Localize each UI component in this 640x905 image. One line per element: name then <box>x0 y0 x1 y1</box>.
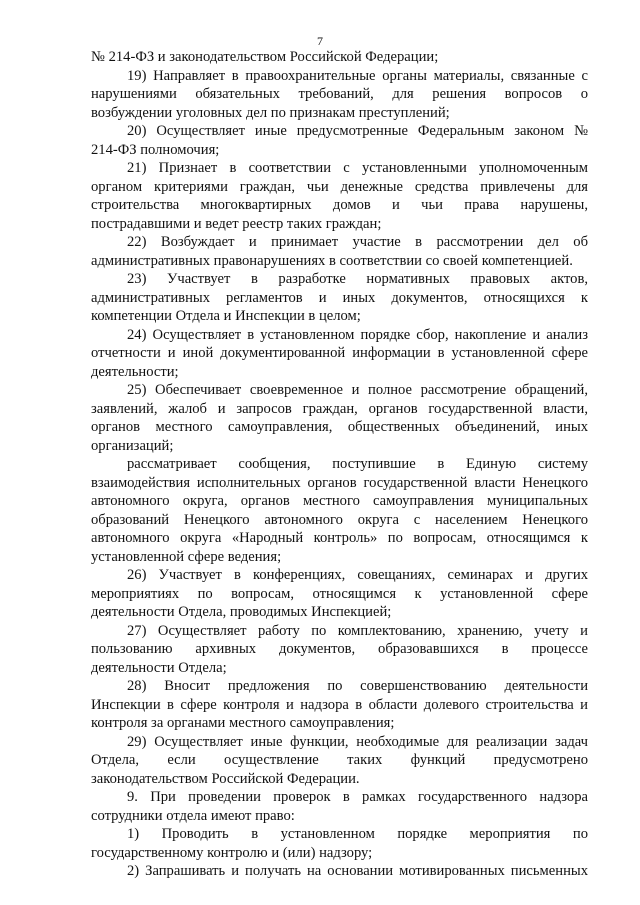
text-line: строительства многоквартирных домов и чьи права нарушены, <box>91 197 588 213</box>
text-line: Инспекции в сфере контроля и надзора в области долевого строительства и <box>91 696 588 713</box>
text-line: установленной сфере ведения; <box>91 548 282 565</box>
text-line: органом критериями граждан, чьи денежные средства привлечены для <box>91 178 588 195</box>
text-line: автономного округа «Народный контроль» по вопросам, относящимся к <box>91 530 588 546</box>
text-line: деятельности Отдела, проводимых Инспекцией; <box>91 604 392 620</box>
text-line: мероприятиях по вопросам, относящимся к установленной сфере <box>91 585 588 602</box>
text-line: отчетности и иной документированной информации в установленной сфере <box>91 345 588 361</box>
text-line: государственному контролю и (или) надзору; <box>91 844 373 861</box>
text-line: 27) Осуществляет работу по комплектованию, хранению, учету и <box>127 622 588 639</box>
text-line: рассматривает сообщения, поступившие в Единую систему <box>127 456 588 472</box>
text-line: 1) Проводить в установленном порядке мероприятия по <box>127 826 588 842</box>
text-line: деятельности Отдела; <box>91 659 227 676</box>
text-line: 25) Обеспечивает своевременное и полное рассмотрение обращений, <box>127 382 588 398</box>
text-line: пострадавшими и ведет реестр таких граждан; <box>91 215 382 232</box>
text-line: органов местного самоуправления, общественных объединений, иных <box>91 419 588 435</box>
text-line: автономного округа, органов местного самоуправления муниципальных <box>91 493 588 509</box>
document-body <box>91 48 588 881</box>
text-line: № 214-ФЗ и законодательством Российской Федерации; <box>91 49 439 65</box>
text-line: 2) Запрашивать и получать на основании мотивированных письменных <box>127 863 588 879</box>
text-line: заявлений, жалоб и запросов граждан, органов государственной власти, <box>91 400 588 417</box>
text-line: образований Ненецкого автономного округа с населением Ненецкого <box>91 511 588 528</box>
text-line: нарушениями обязательных требований, для решения вопросов о <box>91 86 588 102</box>
text-line: 19) Направляет в правоохранительные органы материалы, связанные с <box>127 67 588 84</box>
text-line: 24) Осуществляет в установленном порядке сбор, накопление и анализ <box>127 326 588 343</box>
text-line: законодательством Российской Федерации. <box>91 770 360 787</box>
page-number: 7 <box>317 34 323 48</box>
text-line: взаимодействия исполнительных органов государственной власти Ненецкого <box>91 474 588 491</box>
text-line: 26) Участвует в конференциях, совещаниях, семинарах и других <box>127 567 588 583</box>
text-line: 20) Осуществляет иные предусмотренные Федеральным законом № <box>127 123 588 139</box>
text-line: пользованию архивных документов, образовавшихся в процессе <box>91 641 588 657</box>
text-line: контроля за органами местного самоуправления; <box>91 715 395 731</box>
text-line: 214-ФЗ полномочия; <box>91 141 220 158</box>
text-line: сотрудники отдела имеют право: <box>91 807 295 824</box>
text-line: 22) Возбуждает и принимает участие в рассмотрении дел об <box>127 234 588 250</box>
text-line: возбуждении уголовных дел по признакам преступлений; <box>91 104 450 121</box>
text-line: 29) Осуществляет иные функции, необходимые для реализации задач <box>127 733 588 750</box>
text-line: 9. При проведении проверок в рамках государственного надзора <box>127 789 588 805</box>
text-line: компетенции Отдела и Инспекции в целом; <box>91 308 361 324</box>
text-line: 21) Признает в соответствии с установленными уполномоченным <box>127 160 588 176</box>
text-line: 28) Вносит предложения по совершенствованию деятельности <box>127 678 588 694</box>
text-line: административных правонарушениях в соответствии со своей компетенцией. <box>91 252 573 269</box>
text-line: организаций; <box>91 437 174 454</box>
text-line: 23) Участвует в разработке нормативных правовых актов, <box>127 271 588 287</box>
text-line: административных регламентов и иных документов, относящихся к <box>91 289 588 306</box>
text-line: Отдела, если осуществление таких функций предусмотрено <box>91 752 588 768</box>
text-line: деятельности; <box>91 363 179 380</box>
